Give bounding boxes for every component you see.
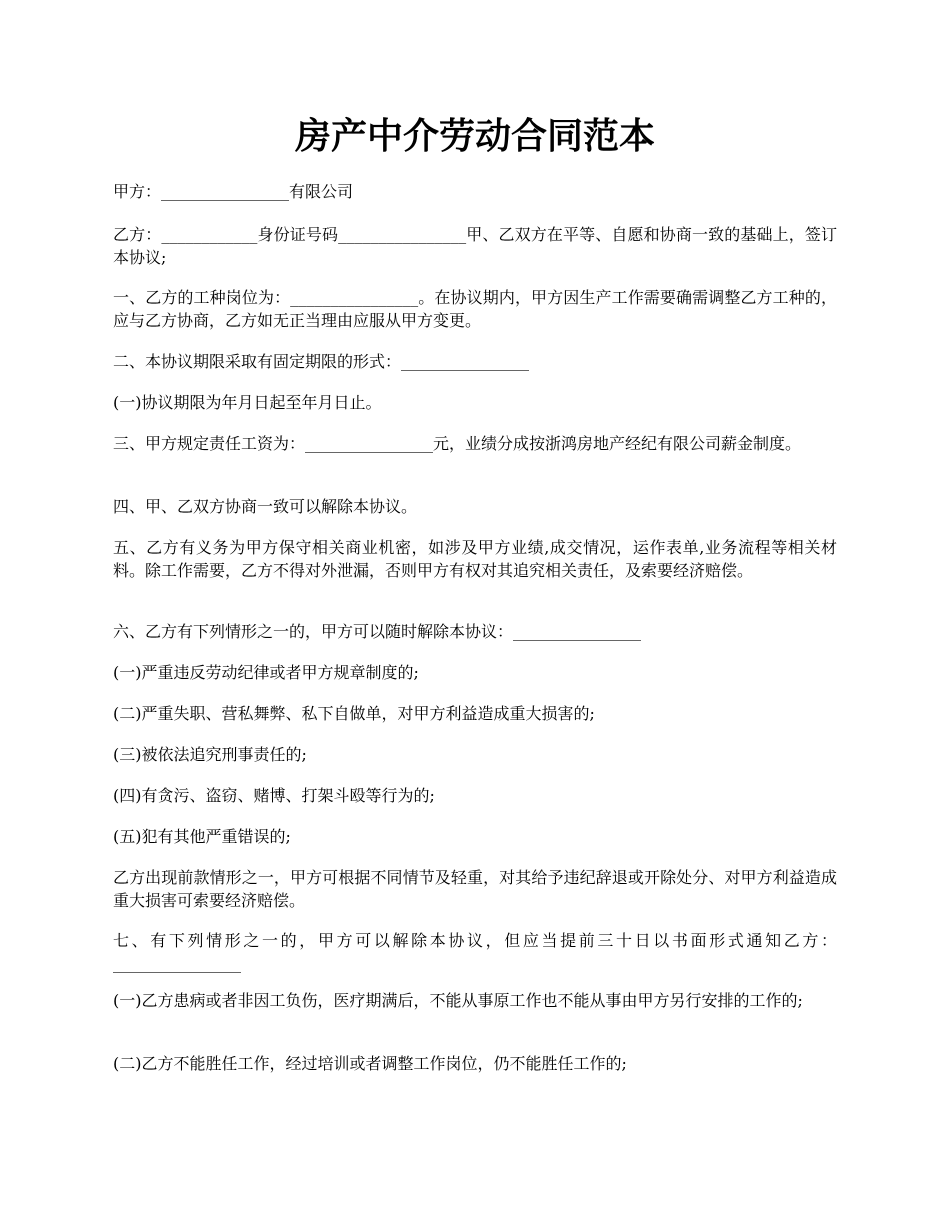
clause-4: 四、甲、乙双方协商一致可以解除本协议。 (113, 497, 418, 516)
clause-5: 五、乙方有义务为甲方保守相关商业机密，如涉及甲方业绩,成交情况，运作表单,业务流程等相关材料。除工作需要，乙方不得对外泄漏，否则甲方有权对其追究相关责任，及索要经济赔偿。 (113, 538, 837, 580)
clause-1: 一、乙方的工种岗位为：________________。在协议期内，甲方因生产工作需要确需调整乙方工种的，应与乙方协商，乙方如无正当理由应服从甲方变更。 (113, 288, 837, 330)
clause-3: 三、甲方规定责任工资为：________________元，业绩分成按浙鸿房地产经纪有限公司薪金制度。 (113, 434, 802, 453)
clause-6-consequence: 乙方出现前款情形之一，甲方可根据不同情节及轻重，对其给予违纪辞退或开除处分、对甲方利益造成重大损害可索要经济赔偿。 (113, 868, 837, 910)
clause-7: 七、有下列情形之一的，甲方可以解除本协议，但应当提前三十日以书面形式通知乙方：________________ (113, 931, 837, 973)
clause-6-item-5: (五)犯有其他严重错误的; (113, 827, 291, 846)
clause-6-item-1: (一)严重违反劳动纪律或者甲方规章制度的; (113, 663, 419, 682)
party-a-line: 甲方：________________有限公司 (113, 182, 354, 201)
clause-7-item-2: (二)乙方不能胜任工作，经过培训或者调整工作岗位，仍不能胜任工作的; (113, 1054, 627, 1073)
clause-7-item-1: (一)乙方患病或者非因工负伤，医疗期满后，不能从事原工作也不能从事由甲方另行安排的工作的; (113, 991, 803, 1010)
document-title: 房产中介劳动合同范本 (294, 115, 655, 157)
clause-6-item-3: (三)被依法追究刑事责任的; (113, 745, 307, 764)
clause-2-item-1: (一)协议期限为年月日起至年月日止。 (113, 393, 382, 412)
party-b-line: 乙方：____________身份证号码________________甲、乙双方在平等、自愿和协商一致的基础上，签订本协议; (113, 225, 837, 267)
clause-6-item-2: (二)严重失职、营私舞弊、私下自做单，对甲方利益造成重大损害的; (113, 704, 595, 723)
clause-2: 二、本协议期限采取有固定期限的形式：________________ (113, 352, 530, 371)
clause-6-item-4: (四)有贪污、盗窃、赌博、打架斗殴等行为的; (113, 786, 435, 805)
clause-6: 六、乙方有下列情形之一的，甲方可以随时解除本协议：________________ (113, 622, 642, 641)
